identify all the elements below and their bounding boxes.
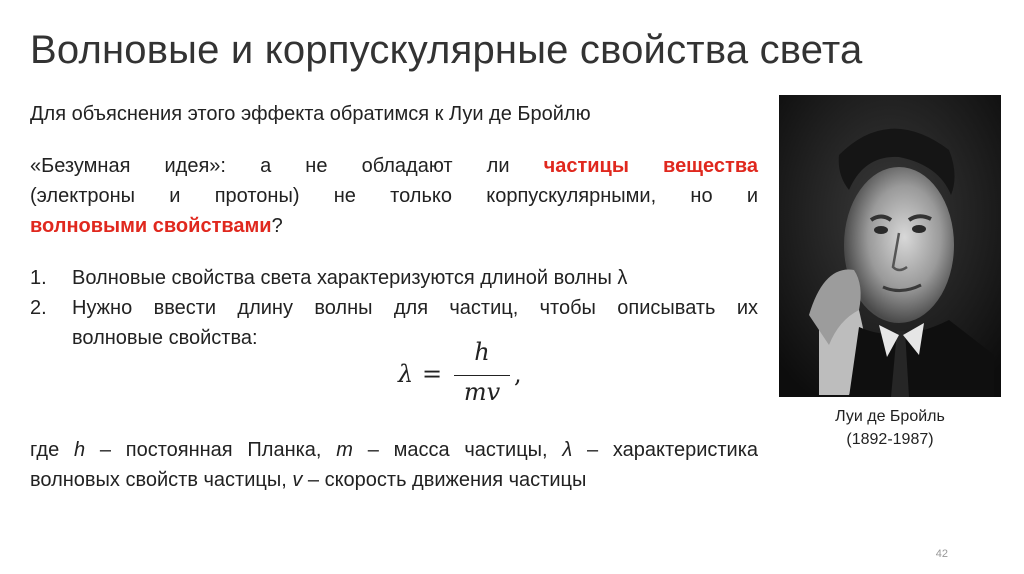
portrait-illustration xyxy=(779,95,1001,397)
slide-title: Волновые и корпускулярные свойства света xyxy=(30,28,863,72)
formula-comma: , xyxy=(514,360,522,388)
page-number: 42 xyxy=(935,548,948,560)
highlight-particles: частицы вещества xyxy=(543,155,758,177)
idea-line-2: (электроны и протоны) не только корпускулярными, но и xyxy=(30,185,758,207)
var-m: m xyxy=(336,439,353,461)
explanation-planck: – постоянная Планка, xyxy=(85,439,337,461)
list-number-1: 1. xyxy=(30,267,47,289)
louis-de-broglie-portrait xyxy=(779,95,1001,397)
formula-fraction-bar xyxy=(454,375,510,376)
explanation-wave-props: волновых свойств частицы, xyxy=(30,469,293,491)
formula-numerator: h xyxy=(474,338,490,366)
formula-lambda: λ xyxy=(398,360,414,388)
explanation-mass: – масса частицы, xyxy=(352,439,563,461)
explanation-line-2 xyxy=(30,466,586,494)
de-broglie-formula xyxy=(396,340,536,410)
idea-text-start: «Безумная идея»: а не обладают ли xyxy=(30,155,544,177)
explanation-line-1 xyxy=(30,436,758,464)
idea-line-1 xyxy=(30,152,758,180)
list-number-2: 2. xyxy=(30,297,47,319)
list-text-2-line-1: Нужно ввести длину волны для частиц, чтобы описывать их xyxy=(72,297,758,319)
portrait-caption-name: Луи де Бройль xyxy=(835,408,945,425)
idea-line-3 xyxy=(30,212,283,240)
formula-denominator: mv xyxy=(463,378,501,406)
var-v: v xyxy=(292,469,303,491)
var-h: h xyxy=(73,439,86,461)
explanation-where: где xyxy=(30,439,74,461)
highlight-wave-properties: волновыми свойствами xyxy=(30,215,272,237)
list-text-1: Волновые свойства света характеризуются длиной волны λ xyxy=(72,267,628,289)
formula-equals: = xyxy=(422,360,443,388)
idea-question-mark: ? xyxy=(271,215,283,237)
explanation-speed: – скорость движения частицы xyxy=(302,469,587,491)
explanation-characteristic: – характеристика xyxy=(572,439,759,461)
var-lambda: λ xyxy=(562,439,573,461)
intro-text: Для объяснения этого эффекта обратимся к Луи де Бройлю xyxy=(30,103,591,125)
portrait-caption-years: (1892-1987) xyxy=(846,431,934,448)
list-text-2-line-2: волновые свойства: xyxy=(72,327,258,349)
